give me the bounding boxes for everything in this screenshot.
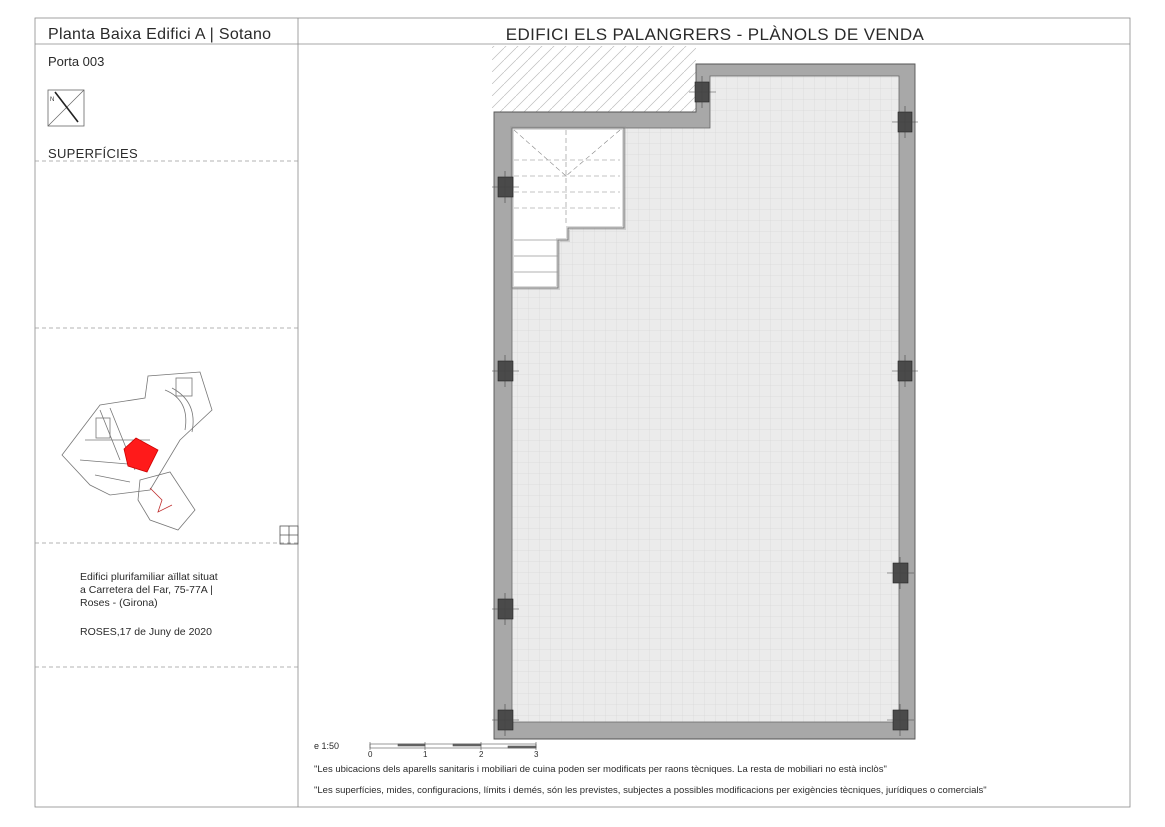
disclaimer-note-2: "Les superfícies, mides, configuracions, límits i demés, són les previstes, subjectes a possibles modificacions per exigències tècniques, jurídiques o comercials"	[314, 785, 987, 796]
sheet-title-left: Planta Baixa Edifici A | Sotano	[48, 26, 272, 43]
date-label: ROSES,17 de Juny de 2020	[80, 626, 212, 638]
door-label: Porta 003	[48, 54, 105, 69]
unit-highlight	[124, 438, 158, 472]
north-label: N	[50, 97, 55, 103]
scale-bar	[370, 742, 536, 750]
scale-label: e 1:50	[314, 741, 340, 751]
surfaces-heading: SUPERFÍCIES	[48, 146, 138, 161]
address-line: a Carretera del Far, 75-77A |	[80, 584, 213, 596]
key-plan-north-icon	[280, 526, 298, 544]
scale-tick-label: 3	[534, 750, 539, 759]
scale-tick-label: 0	[368, 750, 373, 759]
address-block	[80, 571, 280, 610]
disclaimer-note-1: "Les ubicacions dels aparells sanitaris i mobiliari de cuina poden ser modificats per raons tècniques. La resta de mobiliari no està inclòs"	[314, 764, 887, 775]
scale-tick-label: 2	[479, 750, 484, 759]
floor-plan	[492, 46, 918, 739]
address-line: Roses - (Girona)	[80, 597, 158, 609]
north-arrow-icon	[48, 90, 84, 126]
scale-tick-label: 1	[423, 750, 428, 759]
sheet-title-right: EDIFICI ELS PALANGRERS - PLÀNOLS DE VENDA	[505, 25, 925, 44]
address-line: Edifici plurifamiliar aïllat situat	[80, 571, 218, 583]
